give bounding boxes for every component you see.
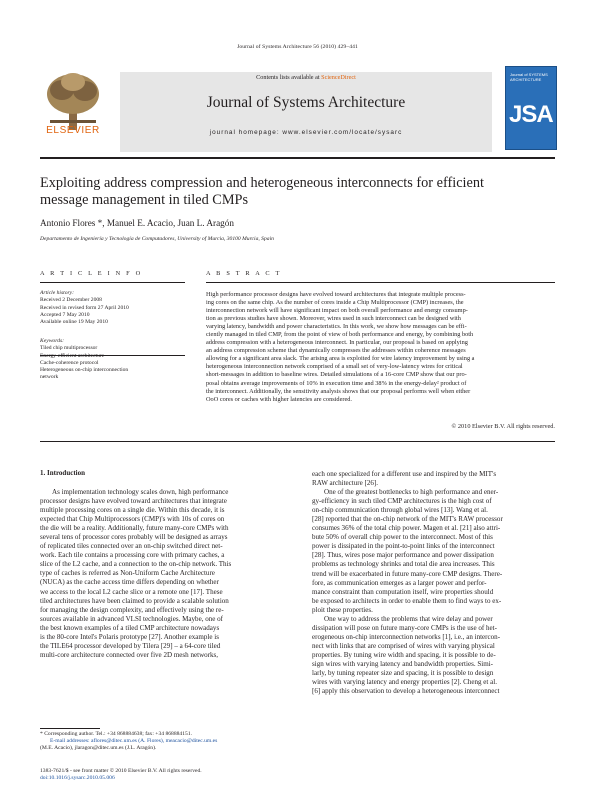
- keyword: Energy-efficient architecture: [40, 352, 105, 359]
- left-column: [40, 488, 296, 660]
- body-line: for managing the design complexity, and effectively using the re-: [40, 605, 224, 614]
- abstract-heading: A B S T R A C T: [206, 270, 282, 277]
- history-item: Received in revised form 27 April 2010: [40, 304, 129, 311]
- copyright-notice: © 2010 Elsevier B.V. All rights reserved.: [451, 423, 555, 430]
- body-line: multiple processing cores on a single die. Within this decade, it is: [40, 506, 225, 515]
- keyword: network: [40, 374, 59, 381]
- body-line: be exposed to architects in order to enable them to find ways to ex-: [312, 596, 502, 605]
- journal-title: Journal of Systems Architecture: [206, 94, 406, 111]
- doi-link[interactable]: doi:10.1016/j.sysarc.2010.05.006: [40, 775, 115, 782]
- body-line: the die will be a reality. Additionally, future many-core CMPs with: [40, 524, 229, 533]
- info-rule: [40, 282, 185, 283]
- contents-line: [120, 74, 492, 81]
- abstract-line: short-messages in addition to baseline wires. Detailed simulations of a 16-core CMP show that our pro-: [206, 371, 467, 379]
- body-line: gy-efficiency in such tiled CMP architectures is the high cost of: [312, 497, 492, 506]
- footnote-line: (M.E. Acacio), jlaragon@ditec.um.es (J.L. Aragón).: [40, 745, 157, 752]
- body-line: type of caches is referred as Non-Uniform Cache Architecture: [40, 569, 215, 578]
- abstract-rule: [206, 282, 555, 283]
- abstract-bottom-rule: [40, 441, 555, 442]
- keyword: Tiled chip multiprocessor: [40, 345, 98, 352]
- body-line: bute 50% of overall chip power to the interconnect. Most of this: [312, 533, 493, 542]
- body-line: on-chip communication through global wires [13]. Wang et al.: [312, 506, 488, 515]
- body-line: consumes 36% of the total chip power. Magen et al. [21] also attri-: [312, 524, 501, 533]
- authors: Antonio Flores *, Manuel E. Acacio, Juan L. Aragón: [40, 218, 234, 228]
- body-line: power is dissipated in the point-to-point links of the interconnect: [312, 542, 495, 551]
- history-item: Accepted 7 May 2010: [40, 311, 90, 318]
- body-line: [6] apply this observation to develop a heterogeneous interconnect: [312, 687, 500, 696]
- body-line: RAW architecture [26].: [312, 479, 379, 488]
- abstract-line: posal obtains average improvements of 10% in execution time and 38% in the energy-delay² product of: [206, 379, 467, 387]
- cover-abbrev: JSA: [509, 101, 553, 128]
- body-line: is the 80-core Intel's Polaris prototype [27]. Another example is: [40, 632, 219, 641]
- footnote-rule: [40, 728, 100, 729]
- page-footer: [40, 768, 296, 782]
- body-line: dissipation will pose on future many-core CMPs is the use of het-: [312, 623, 497, 632]
- sciencedirect-link[interactable]: ScienceDirect: [321, 74, 356, 81]
- abstract-line: allowing for a significant area slack. The arising area is exploited for wire latency improvement by using a: [206, 355, 475, 363]
- body-line: mance constraint than computation itself, wire properties should: [312, 587, 494, 596]
- body-line: ploit these properties.: [312, 605, 373, 614]
- abstract-line: ciently managed in tiled CMP, from the point of view of both performance and energy, by combining both: [206, 331, 474, 339]
- keywords-label: Keywords:: [40, 338, 65, 344]
- abstract-line: interconnection network will have significant impact on both overall performance and energy consump-: [206, 307, 468, 315]
- footnote-line[interactable]: E-mail addresses: aflores@ditec.um.es (A. Flores), meacacio@ditec.um.es: [50, 738, 218, 745]
- body-line: erogeneous on-chip interconnection networks [1], i.e., an intercon-: [312, 632, 501, 641]
- contents-prefix: Contents lists available at: [256, 74, 322, 81]
- running-header: Journal of Systems Architecture 56 (2010) 429–441: [237, 44, 358, 50]
- body-line: As implementation technology scales down, high performance: [52, 488, 229, 496]
- abstract-line: the interconnect. Additionally, the sensitivity analysis shows that our proposal performs well when either: [206, 387, 471, 395]
- body-line: several tens of processor cores probably will be designed as arrays: [40, 533, 228, 542]
- abstract-line: tion as previous studies have shown. Moreover, wires used in such interconnect can be designed with: [206, 315, 461, 323]
- body-line: sign wires with varying latency and bandwidth properties. Simi-: [312, 659, 494, 668]
- body-line: trend will be exacerbated in future many-core CMP designs. There-: [312, 569, 503, 578]
- history-item: Received 2 December 2008: [40, 297, 102, 304]
- footnote: [40, 731, 296, 753]
- body-line: multi-core architecture connected over five 2D mesh networks,: [40, 650, 219, 659]
- article-history: [40, 290, 185, 326]
- body-line: wires with varying latency and energy properties [2]. Cheng et al.: [312, 678, 497, 687]
- body-line: One of the greatest bottlenecks to high performance and ener-: [324, 488, 499, 497]
- keyword: Heterogeneous on-chip interconnection: [40, 367, 129, 374]
- introduction-heading: 1. Introduction: [40, 469, 85, 477]
- body-line: sources available in advanced VLSI technologies. Maybe, one of: [40, 614, 224, 623]
- journal-homepage[interactable]: journal homepage: www.elsevier.com/locate/sysarc: [209, 129, 403, 136]
- body-line: we access to the local L2 cache slice or a remote one [17]. These: [40, 587, 223, 596]
- body-line: One way to address the problems that wire delay and power: [324, 614, 493, 623]
- body-line: problems as technology shrinks and total die area increases. This: [312, 560, 495, 569]
- abstract-line: ing cores on the same chip. As the number of cores inside a Chip Multiprocessor (CMP) increases, the: [206, 299, 464, 307]
- history-item: Available online 19 May 2010: [40, 319, 108, 326]
- body-line: fore, as communication emerges as a larger power and perfor-: [312, 578, 487, 587]
- journal-cover-image: [505, 66, 557, 150]
- abstract-line: address compression with a heterogeneous interconnect. In particular, our proposal is based on applying: [206, 339, 468, 347]
- right-column: [312, 470, 555, 696]
- body-line: (NUCA) as the cache access time differs depending on whether: [40, 578, 219, 587]
- body-line: tiled architectures have been claimed to provide a scalable solution: [40, 596, 229, 605]
- body-line: properties. By tuning wire width and spacing, it is possible to de-: [312, 650, 496, 659]
- body-line: slice of the L2 cache, and a connection to the on-chip network. This: [40, 560, 232, 569]
- footnote-line: * Corresponding author. Tel.: +34 868884638; fax: +34 868884151.: [40, 731, 193, 737]
- title-line: message management in tiled CMPs: [40, 192, 249, 208]
- body-line: [28] reported that the on-chip network of the MIT's RAW processor: [312, 515, 503, 524]
- journal-header-box: [120, 72, 492, 152]
- cover-title: Journal of SYSTEMS ARCHITECTURE: [510, 72, 548, 82]
- body-line: work. Each tile contains a processing core with primary caches, a: [40, 551, 225, 560]
- body-line: of replicated tiles connected over an on-chip switched direct net-: [40, 542, 223, 551]
- body-line: the TILE64 processor developed by Tilera [29] – a 64-core tiled: [40, 641, 221, 650]
- abstract-body: [206, 291, 555, 404]
- article-info-heading: A R T I C L E I N F O: [40, 270, 143, 277]
- history-label: Article history:: [40, 290, 75, 296]
- keyword: Cache-coherence protocol: [40, 359, 99, 366]
- abstract-line: an address compression scheme that dynamically compresses the addresses within coherence messages: [206, 347, 466, 355]
- body-line: expected that Chip Multiprocessors (CMP)'s with 10s of cores on: [40, 515, 225, 524]
- body-line: each one specialized for a different use and inspired by the MIT's: [312, 470, 497, 478]
- abstract-line: varying latency, bandwidth and power characteristics. In this work, we show how messages can be effi-: [206, 323, 467, 331]
- abstract-line: heterogeneous interconnection network comprised of a small set of very-low-latency wires for critical: [206, 363, 463, 371]
- title-line: Exploiting address compression and heterogeneous interconnects for efficient: [40, 175, 484, 191]
- abstract-line: High performance processor designs have evolved toward architectures that integrate multiple process-: [206, 291, 466, 298]
- header-rule: [40, 157, 555, 159]
- affiliation: Departamento de Ingeniería y Tecnología de Computadores, University of Murcia, 30100 Murcia, Spain: [40, 236, 274, 242]
- body-line: larly, by tuning repeater size and spacing, it is possible to design: [312, 669, 494, 678]
- body-line: [28]. Thus, wires pose major performance and power dissipation: [312, 551, 494, 560]
- keywords-block: [40, 338, 185, 382]
- footer-line: 1383-7621/$ - see front matter © 2010 Elsevier B.V. All rights reserved.: [40, 768, 202, 774]
- body-line: the best known examples of a tiled CMP architecture nowadays: [40, 623, 220, 632]
- article-title: [40, 175, 555, 209]
- body-line: nect with links that are comprised of wires with varying physical: [312, 641, 495, 650]
- body-line: processor designs have evolved toward architectures that integrate: [40, 497, 227, 506]
- elsevier-tree-logo: [40, 70, 106, 132]
- elsevier-wordmark: ELSEVIER: [46, 125, 100, 136]
- abstract-line: OoO cores or caches with higher latencies are considered.: [206, 395, 352, 403]
